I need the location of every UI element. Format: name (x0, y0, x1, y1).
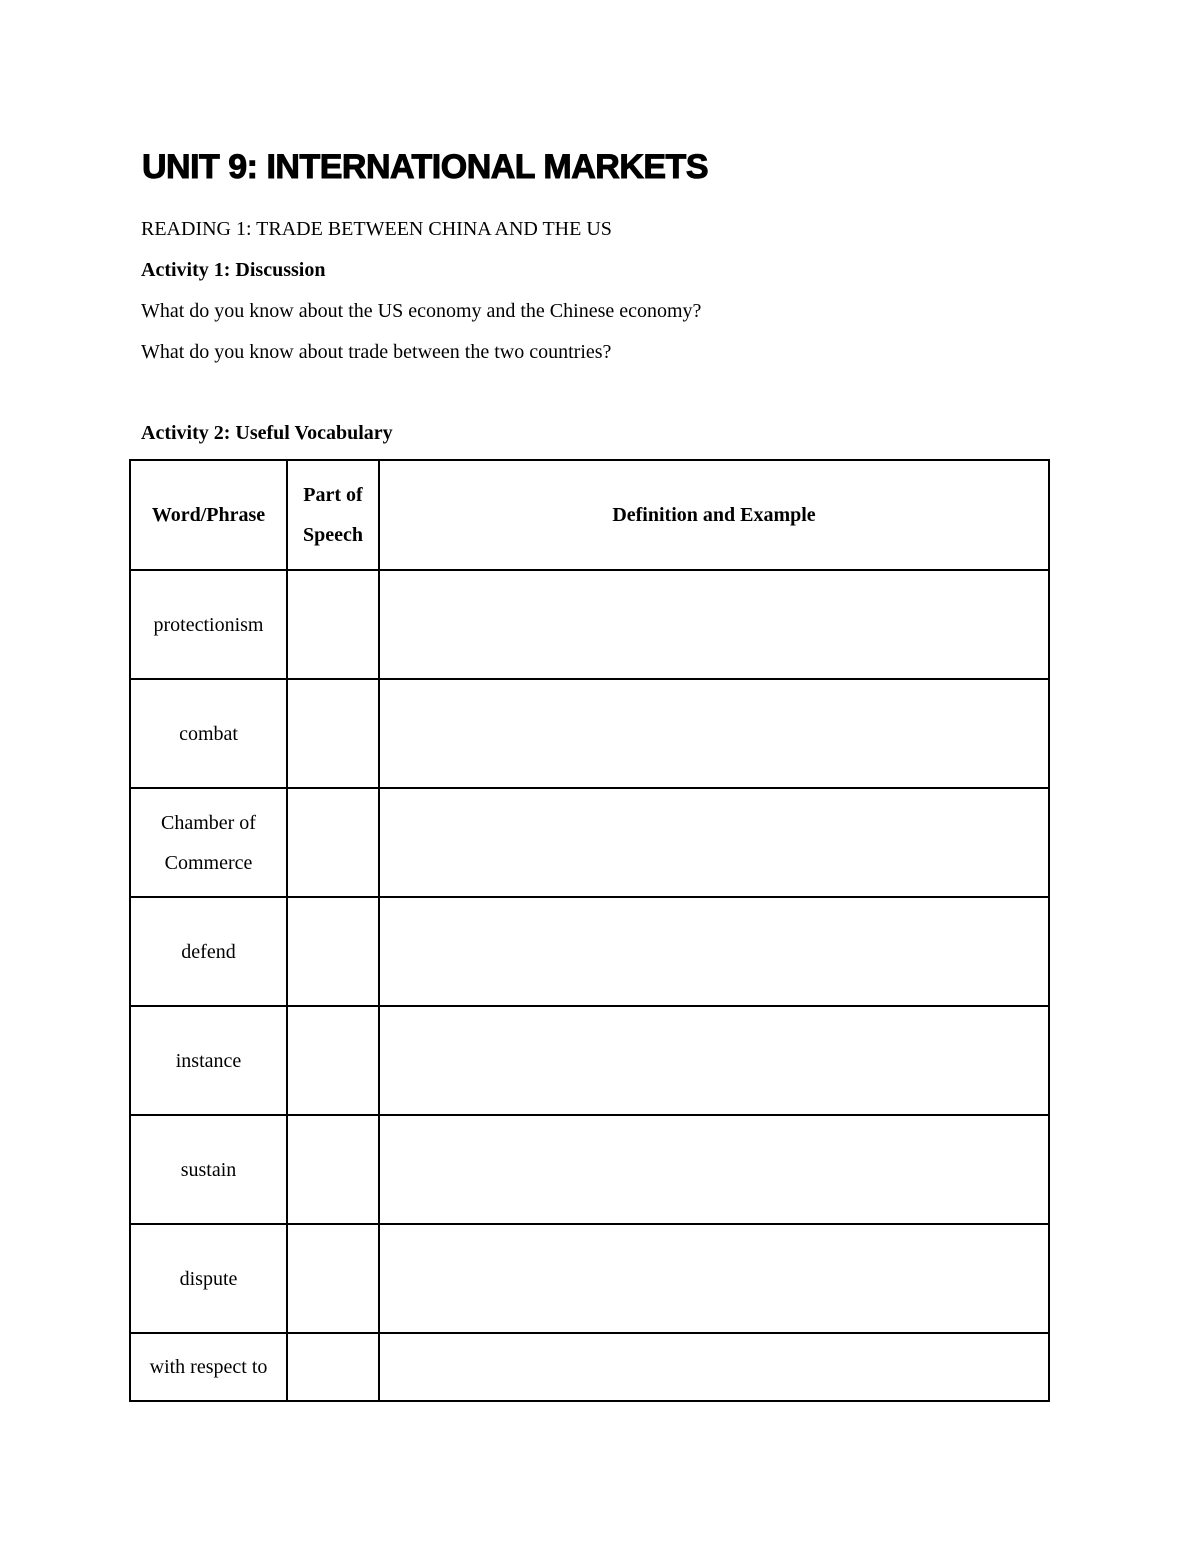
part-of-speech-cell[interactable] (287, 788, 379, 897)
part-of-speech-cell[interactable] (287, 1224, 379, 1333)
activity2-heading: Activity 2: Useful Vocabulary (141, 422, 393, 444)
discussion-question-1: What do you know about the US economy and the Chinese economy? (141, 300, 702, 322)
header-word-phrase: Word/Phrase (130, 460, 287, 570)
table-row (130, 570, 1049, 679)
part-of-speech-cell[interactable] (287, 679, 379, 788)
header-part-of-speech-label: Part of Speech (303, 484, 363, 546)
table-row (130, 679, 1049, 788)
table-row (130, 1224, 1049, 1333)
part-of-speech-cell[interactable] (287, 570, 379, 679)
header-part-of-speech (287, 460, 379, 570)
definition-cell[interactable] (379, 1006, 1049, 1115)
activity1-heading: Activity 1: Discussion (141, 259, 326, 281)
word-cell: defend (130, 897, 287, 1006)
definition-cell[interactable] (379, 1224, 1049, 1333)
part-of-speech-cell[interactable] (287, 897, 379, 1006)
definition-cell[interactable] (379, 897, 1049, 1006)
word-cell: protectionism (130, 570, 287, 679)
word-cell: instance (130, 1006, 287, 1115)
definition-cell[interactable] (379, 1115, 1049, 1224)
part-of-speech-cell[interactable] (287, 1006, 379, 1115)
table-row (130, 1333, 1049, 1401)
definition-cell[interactable] (379, 788, 1049, 897)
discussion-question-2: What do you know about trade between the two countries? (141, 341, 612, 363)
definition-cell[interactable] (379, 1333, 1049, 1401)
vocabulary-table (129, 459, 1050, 1402)
word-cell: with respect to (130, 1333, 287, 1401)
word-cell: combat (130, 679, 287, 788)
reading-heading: READING 1: TRADE BETWEEN CHINA AND THE US (141, 218, 612, 240)
table-row (130, 897, 1049, 1006)
table-row (130, 1006, 1049, 1115)
table-row (130, 1115, 1049, 1224)
definition-cell[interactable] (379, 570, 1049, 679)
definition-cell[interactable] (379, 679, 1049, 788)
word-cell: Chamber of Commerce (130, 788, 287, 897)
part-of-speech-cell[interactable] (287, 1333, 379, 1401)
table-header-row (130, 460, 1049, 570)
part-of-speech-cell[interactable] (287, 1115, 379, 1224)
table-row (130, 788, 1049, 897)
word-cell: sustain (130, 1115, 287, 1224)
unit-title: UNIT 9: INTERNATIONAL MARKETS (142, 148, 709, 186)
header-definition-example: Definition and Example (379, 460, 1049, 570)
word-cell: dispute (130, 1224, 287, 1333)
